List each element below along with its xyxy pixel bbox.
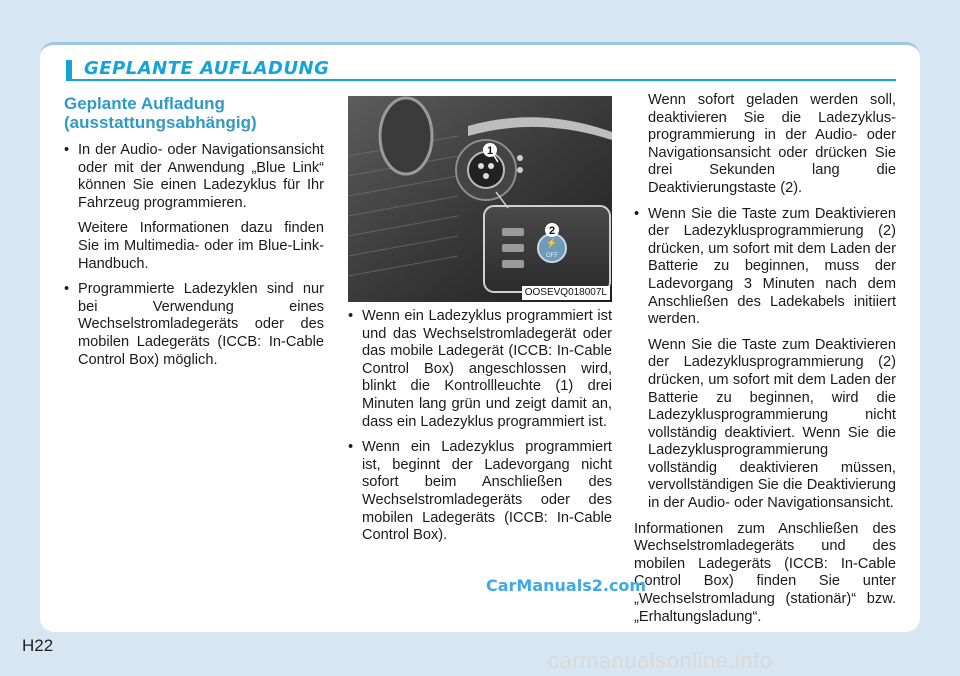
footer-watermark: carmanualsonline.info	[548, 648, 773, 673]
page-number: H22	[22, 636, 54, 655]
section-rule	[66, 79, 896, 81]
figure-code: OOSEVQ018007L	[522, 286, 610, 300]
para-not-fully-deactivated: Wenn Sie die Taste zum Deaktivieren der Ladezyklusprogrammierung (2) drücken, um sofort mit dem Laden der Batterie zu beginnen, wird die Ladezyklusprogrammierung nicht vollständig deaktiviert. Wenn Sie die Ladezyklusprogrammierung vollständig deaktivieren müssen, vervollständigen Sie die Deaktivierung in der Audio- oder Navigationsansicht.	[648, 336, 896, 512]
charging-port-figure	[348, 96, 612, 302]
bullet-deactivate-button: • Wenn Sie die Taste zum Deaktivieren der Ladezyklusprogrammierung (2) drücken, um sofort mit dem Laden der Batterie zu beginnen, muss der Ladevorgang 3 Minuten nach dem Anschließen des Ladekabels initiiert werden.	[634, 206, 896, 329]
off-label: OFF	[546, 253, 558, 259]
middle-column	[348, 308, 612, 553]
bullet-charging-delayed: • Wenn ein Ladezyklus programmiert ist, beginnt der Ladevorgang nicht sofort beim Anschließen des Wechselstromladegeräts oder des mobilen Ladegeräts (ICCB: In-Cable Control Box).	[348, 439, 612, 545]
svg-text:⚡: ⚡	[546, 238, 558, 248]
bullet-programmed-cycles: • Programmierte Ladezyklen sind nur bei Verwendung eines Wechselstromladegeräts oder des mobilen Ladegeräts (ICCB: In-Cable Control Box) möglich.	[64, 281, 324, 369]
sub-heading	[64, 94, 324, 132]
left-column	[64, 94, 324, 377]
watermark-link[interactable]: CarManuals2.com	[486, 576, 647, 595]
charging-port-illustration	[348, 96, 612, 302]
callout-1-label: 1	[486, 145, 494, 157]
para-immediate-charging: Wenn sofort geladen werden soll, deaktivieren Sie die Ladezyklusprogrammierung in der Audio- oder Navigationsansicht oder drücken Sie drei Sekunden lang die Deaktivierungstaste (2).	[648, 92, 896, 196]
section-accent-bar	[66, 60, 72, 80]
right-column	[634, 92, 896, 626]
para-more-info: Weitere Informationen dazu finden Sie im Multimedia- oder im Blue-Link- Handbuch.	[78, 220, 324, 272]
sub-heading-line2: (ausstattungsabhängig)	[64, 113, 257, 132]
section-title: GEPLANTE AUFLADUNG	[84, 58, 330, 79]
sub-heading-line1: Geplante Aufladung	[64, 94, 225, 113]
callout-2-label: 2	[548, 225, 556, 237]
para-connection-info: Informationen zum Anschließen des Wechselstromladegeräts und des mobilen Ladegeräts (ICCB: In-Cable Control Box) finden Sie unter „Wechselstromladung (stationär)“ bzw. „Erhaltungsladung“.	[634, 520, 896, 625]
bullet-programming: • In der Audio- oder Navigationsansicht oder mit der Anwendung „Blue Link“ können Sie einen Ladezyklus für Ihr Fahrzeug programmieren.	[64, 142, 324, 212]
bullet-indicator-blinks: • Wenn ein Ladezyklus programmiert ist und das Wechselstromladegerät oder das mobile Ladegerät (ICCB: In-Cable Control Box) angeschlossen wird, blinkt die Kontrollleuchte (1) drei Minuten lang grün und zeigt damit an, dass ein Ladezyklus programmiert ist.	[348, 308, 612, 431]
